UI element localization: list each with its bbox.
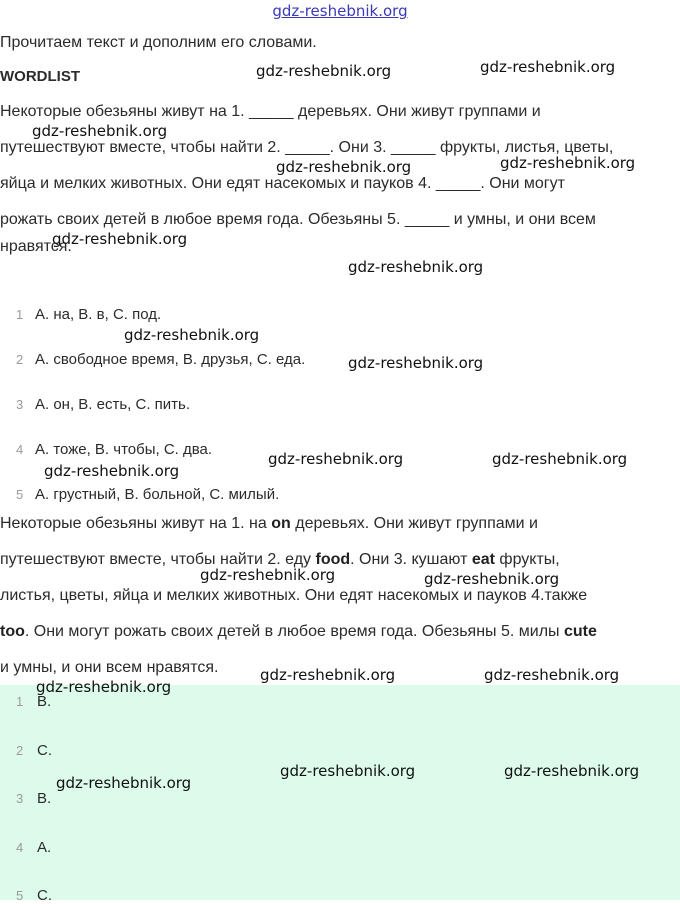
answer-number: 1 <box>16 694 24 709</box>
watermark: gdz-reshebnik.org <box>500 154 636 172</box>
answer-item <box>16 887 52 904</box>
task-line: нравятся. <box>0 238 72 255</box>
watermark: gdz-reshebnik.org <box>56 774 192 792</box>
watermark: gdz-reshebnik.org <box>52 230 188 248</box>
answer-word: eat <box>471 551 495 568</box>
answer-word: too <box>0 623 25 640</box>
answer-number: 5 <box>16 888 24 903</box>
watermark: gdz-reshebnik.org <box>260 666 396 684</box>
solution-line <box>0 542 678 578</box>
task-line: путешествуют вместе, чтобы найти 2. _____. Они 3. _____ фрукты, листья, цветы, <box>0 139 614 156</box>
option-item <box>16 337 656 382</box>
answer-letter: B. <box>37 790 52 807</box>
header-watermark-link[interactable]: gdz-reshebnik.org <box>272 2 408 20</box>
option-text: A. свободное время, B. друзья, C. еда. <box>35 351 306 368</box>
watermark: gdz-reshebnik.org <box>480 58 616 76</box>
answer-word: cute <box>564 623 597 640</box>
solution-line <box>0 614 678 650</box>
solution-text: путешествуют вместе, чтобы найти 2. еду <box>0 551 316 568</box>
answer-number: 2 <box>16 743 24 758</box>
answer-letter: C. <box>37 887 52 904</box>
solution-text: . Они 3. кушают <box>350 551 472 568</box>
watermark: gdz-reshebnik.org <box>44 462 180 480</box>
answer-letter: A. <box>37 839 52 856</box>
watermark: gdz-reshebnik.org <box>124 326 260 344</box>
watermark: gdz-reshebnik.org <box>484 666 620 684</box>
watermark: gdz-reshebnik.org <box>256 62 392 80</box>
watermark: gdz-reshebnik.org <box>32 122 168 140</box>
solution-line <box>0 506 678 542</box>
answer-item <box>16 839 51 856</box>
option-number: 3 <box>16 397 24 412</box>
task-line: Некоторые обезьяны живут на 1. _____ деревьях. Они живут группами и <box>0 103 541 120</box>
task-line: яйца и мелких животных. Они едят насекомых и пауков 4. _____. Они могут <box>0 175 565 192</box>
solution-text: деревьях. Они живут группами и <box>290 515 538 532</box>
option-number: 2 <box>16 352 24 367</box>
answer-letter: B. <box>37 693 52 710</box>
wordlist-heading: WORDLIST <box>0 68 80 85</box>
option-number: 5 <box>16 487 24 502</box>
option-item <box>16 382 656 427</box>
answer-item <box>16 790 51 807</box>
option-item <box>16 292 656 337</box>
solution-line: и умны, и они всем нравятся. <box>0 659 219 676</box>
answer-letter: C. <box>37 742 52 759</box>
watermark: gdz-reshebnik.org <box>276 158 412 176</box>
answer-word: on <box>271 515 291 532</box>
watermark: gdz-reshebnik.org <box>268 450 404 468</box>
options-list <box>16 292 656 517</box>
answer-word: food <box>315 551 351 568</box>
task-line: рожать своих детей в любое время года. Обезьяны 5. _____ и умны, и они всем <box>0 211 596 228</box>
watermark: gdz-reshebnik.org <box>200 566 336 584</box>
solution-text: Некоторые обезьяны живут на 1. на <box>0 515 272 532</box>
intro-text: Прочитаем текст и дополним его словами. <box>0 34 317 51</box>
watermark: gdz-reshebnik.org <box>348 258 484 276</box>
option-number: 4 <box>16 442 24 457</box>
option-text: A. тоже, B. чтобы, C. два. <box>35 441 213 458</box>
answer-number: 4 <box>16 840 24 855</box>
watermark: gdz-reshebnik.org <box>348 354 484 372</box>
solution-text: . Они могут рожать своих детей в любое время года. Обезьяны 5. милы <box>24 623 564 640</box>
watermark: gdz-reshebnik.org <box>504 762 640 780</box>
watermark: gdz-reshebnik.org <box>36 678 172 696</box>
answers-panel <box>0 685 680 904</box>
watermark: gdz-reshebnik.org <box>424 570 560 588</box>
solution-line: листья, цветы, яйца и мелких животных. Они едят насекомых и пауков 4.также <box>0 587 588 604</box>
option-number: 1 <box>16 307 24 322</box>
solution-text: фрукты, <box>494 551 560 568</box>
watermark: gdz-reshebnik.org <box>492 450 628 468</box>
watermark: gdz-reshebnik.org <box>280 762 416 780</box>
answer-item <box>16 742 52 759</box>
solution-paragraph <box>0 506 678 686</box>
answer-number: 3 <box>16 791 24 806</box>
option-text: A. он, B. есть, C. пить. <box>35 396 191 413</box>
option-text: A. на, B. в, C. под. <box>35 306 162 323</box>
option-text: A. грустный, B. больной, C. милый. <box>35 486 280 503</box>
